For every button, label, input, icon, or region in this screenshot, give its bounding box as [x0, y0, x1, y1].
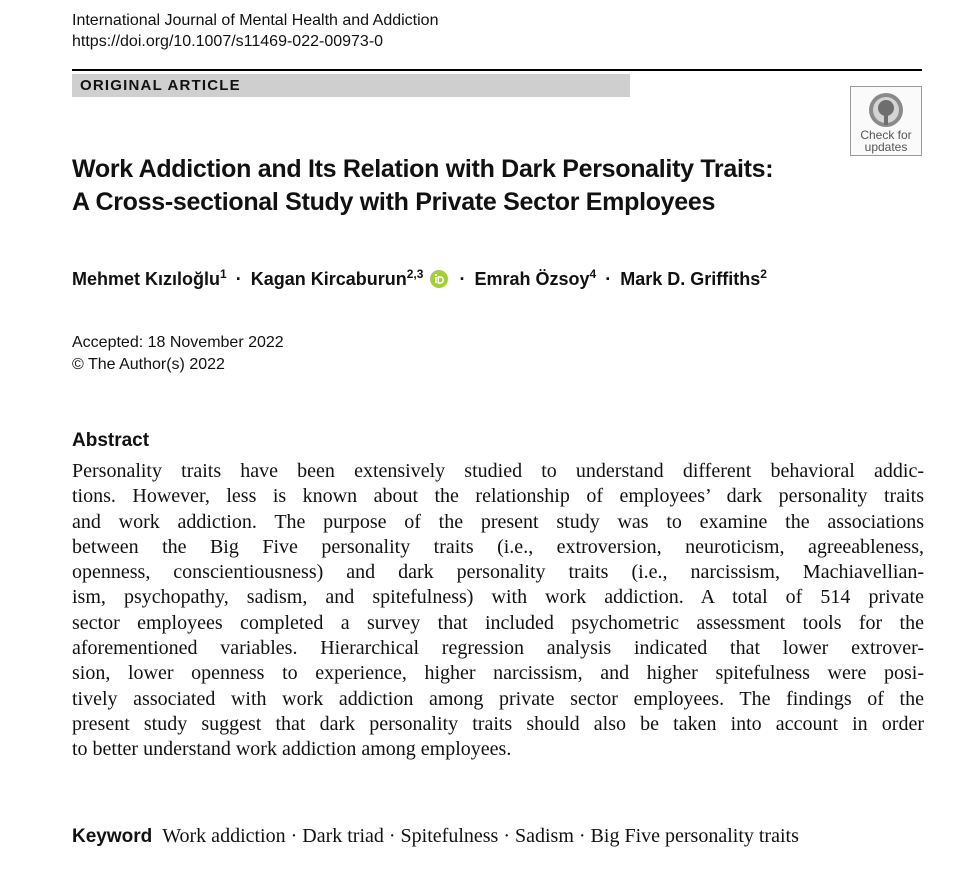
- crossmark-icon: [866, 91, 906, 129]
- journal-name: International Journal of Mental Health and Addiction: [72, 12, 439, 29]
- badge-line-1: Check for: [860, 128, 912, 142]
- header-rule: [72, 69, 922, 71]
- accepted-date: Accepted: 18 November 2022: [72, 334, 284, 351]
- abstract-line: present study suggest that dark personality traits should also be taken into account in order: [72, 712, 924, 735]
- author-separator: ·: [459, 269, 466, 289]
- article-title: [72, 153, 912, 219]
- publication-dates: [72, 332, 284, 376]
- title-line-1: Work Addiction and Its Relation with Dark Personality Traits:: [72, 155, 774, 183]
- author-affiliation: 1: [220, 267, 227, 281]
- abstract-line: tions. However, less is known about the relationship of employees’ dark personality traits: [72, 485, 924, 508]
- abstract-line: between the Big Five personality traits (i.e., extroversion, neuroticism, agreeableness,: [72, 535, 924, 558]
- abstract-text: [72, 459, 924, 763]
- check-for-updates-badge[interactable]: [850, 86, 922, 156]
- badge-line-2: updates: [864, 140, 908, 154]
- author-affiliation: 2,3: [406, 267, 424, 281]
- author-name[interactable]: Emrah Özsoy: [474, 269, 590, 289]
- author-separator: ·: [235, 269, 242, 289]
- keywords: [72, 825, 799, 848]
- abstract-line: sector employees completed a survey that included psychometric assessment tools for the: [72, 611, 924, 634]
- author-list: [72, 266, 767, 292]
- author-separator: ·: [605, 269, 612, 289]
- abstract-line: sion, lower openness to experience, higher narcissism, and higher spitefulness were posi-: [72, 662, 924, 685]
- author-name[interactable]: Mehmet Kızıloğlu: [72, 269, 220, 289]
- abstract-line: tively associated with work addiction among private sector employees. The findings of the: [72, 687, 924, 710]
- doi-link[interactable]: https://doi.org/10.1007/s11469-022-00973-0: [72, 33, 384, 50]
- abstract-line: and work addiction. The purpose of the present study was to examine the associations: [72, 510, 924, 533]
- article-type-banner: ORIGINAL ARTICLE: [72, 74, 630, 97]
- author-name[interactable]: Kagan Kircaburun: [250, 269, 407, 289]
- abstract-line: ism, psychopathy, sadism, and spitefulness) with work addiction. A total of 514 private: [72, 586, 924, 609]
- keywords-label: Keyword: [72, 826, 153, 847]
- abstract-line: to better understand work addiction among employees.: [72, 738, 512, 761]
- title-line-2: A Cross-sectional Study with Private Sector Employees: [72, 188, 716, 216]
- abstract-heading: Abstract: [72, 430, 150, 451]
- author-affiliation: 4: [589, 267, 597, 281]
- abstract-line: aforementioned variables. Hierarchical regression analysis indicated that lower extrover-: [72, 637, 924, 660]
- journal-header: [72, 10, 438, 52]
- copyright-notice: © The Author(s) 2022: [72, 356, 225, 373]
- abstract-line: Personality traits have been extensively studied to understand different behavioral addic-: [72, 460, 924, 482]
- orcid-icon[interactable]: [430, 270, 448, 288]
- author-affiliation: 2: [760, 267, 767, 281]
- abstract-line: openness, conscientiousness) and dark personality traits (i.e., narcissism, Machiavellian-: [72, 561, 924, 584]
- keywords-list: Work addiction · Dark triad · Spitefulness · Sadism · Big Five personality traits: [162, 825, 799, 847]
- author-name[interactable]: Mark D. Griffiths: [620, 269, 761, 289]
